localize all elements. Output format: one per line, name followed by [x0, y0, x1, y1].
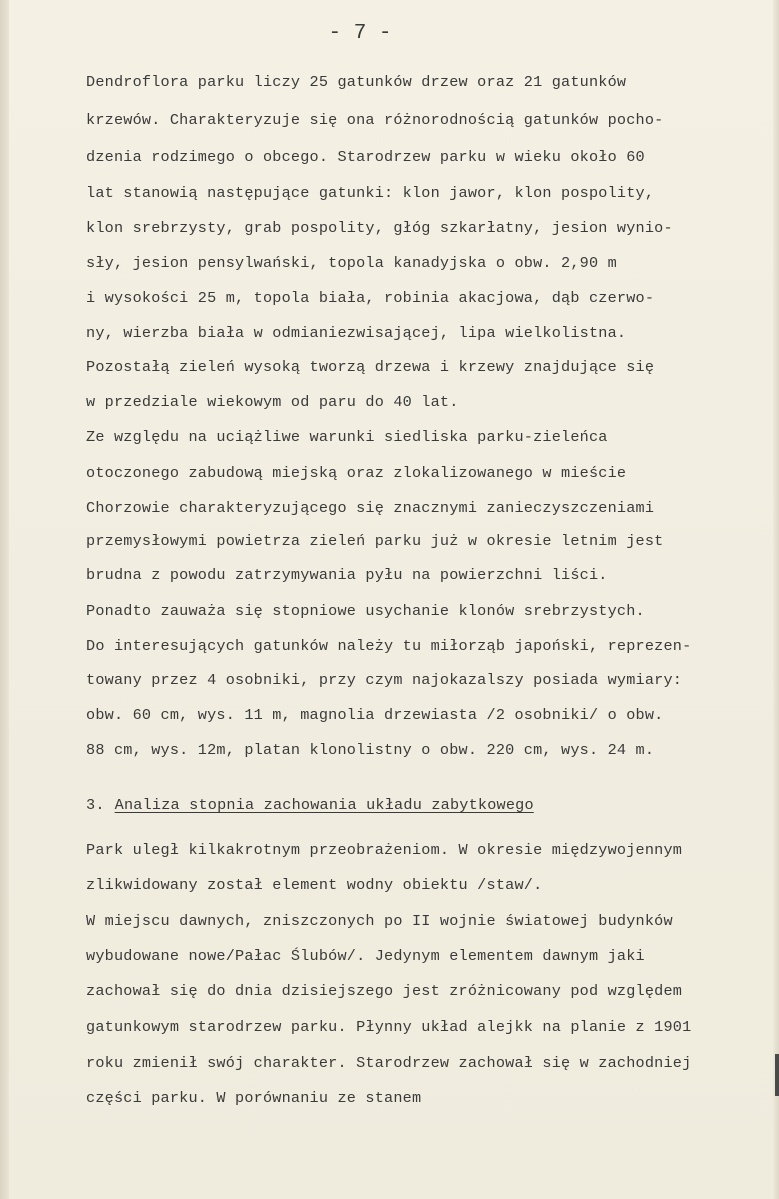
text-line: zlikwidowany został element wodny obiektu /staw/. [86, 876, 543, 894]
text-line: brudna z powodu zatrzymywania pyłu na powierzchni liści. [86, 566, 608, 584]
text-line: Chorzowie charakteryzującego się znacznymi zanieczyszczeniami [86, 499, 655, 517]
margin-mark [775, 1054, 779, 1096]
page-left-edge [0, 0, 9, 1199]
page-right-edge [773, 0, 779, 1199]
text-line: 88 cm, wys. 12m, platan klonolistny o obw. 220 cm, wys. 24 m. [86, 741, 655, 759]
text-line: obw. 60 cm, wys. 11 m, magnolia drzewiasta /2 osobniki/ o obw. [86, 706, 664, 724]
text-line: Ze względu na uciążliwe warunki siedliska parku-zieleńca [86, 428, 608, 446]
text-line: lat stanowią następujące gatunki: klon jawor, klon pospolity, [86, 184, 655, 202]
section-title: Analiza stopnia zachowania układu zabytkowego [114, 796, 534, 814]
section-heading [86, 796, 534, 814]
text-line: w przedziale wiekowym od paru do 40 lat. [86, 393, 459, 411]
text-line: Pozostałą zieleń wysoką tworzą drzewa i krzewy znajdujące się [86, 358, 655, 376]
text-line: Park uległ kilkakrotnym przeobrażeniom. W okresie międzywojennym [86, 841, 683, 859]
page-number: - 7 - [328, 22, 392, 45]
text-line: roku zmienił swój charakter. Starodrzew zachował się w zachodniej [86, 1054, 692, 1072]
text-line: sły, jesion pensylwański, topola kanadyjska o obw. 2,90 m [86, 254, 617, 272]
text-line: klon srebrzysty, grab pospolity, głóg szkarłatny, jesion wynio- [86, 219, 673, 237]
text-line: Ponadto zauważa się stopniowe usychanie klonów srebrzystych. [86, 602, 645, 620]
text-line: i wysokości 25 m, topola biała, robinia akacjowa, dąb czerwo- [86, 289, 655, 307]
text-line: Do interesujących gatunków należy tu miłorząb japoński, reprezen- [86, 637, 692, 655]
text-line: W miejscu dawnych, zniszczonych po II wojnie światowej budynków [86, 912, 673, 930]
section-number: 3. [86, 796, 105, 814]
text-line: ny, wierzba biała w odmianiezwisającej, lipa wielkolistna. [86, 324, 627, 342]
text-line: przemysłowymi powietrza zieleń parku już w okresie letnim jest [86, 532, 664, 550]
text-line: krzewów. Charakteryzuje się ona różnorodnością gatunków pocho- [86, 111, 664, 129]
text-line: otoczonego zabudową miejską oraz zlokalizowanego w mieście [86, 464, 627, 482]
text-line: części parku. W porównaniu ze stanem [86, 1089, 422, 1107]
text-line: towany przez 4 osobniki, przy czym najokazalszy posiada wymiary: [86, 671, 683, 689]
text-line: zachował się do dnia dzisiejszego jest zróżnicowany pod względem [86, 982, 683, 1000]
text-line: dzenia rodzimego o obcego. Starodrzew parku w wieku około 60 [86, 148, 645, 166]
text-line: wybudowane nowe/Pałac Ślubów/. Jedynym elementem dawnym jaki [86, 947, 645, 965]
text-line: gatunkowym starodrzew parku. Płynny układ alejkk na planie z 1901 [86, 1018, 692, 1036]
text-line: Dendroflora parku liczy 25 gatunków drzew oraz 21 gatunków [86, 73, 627, 91]
